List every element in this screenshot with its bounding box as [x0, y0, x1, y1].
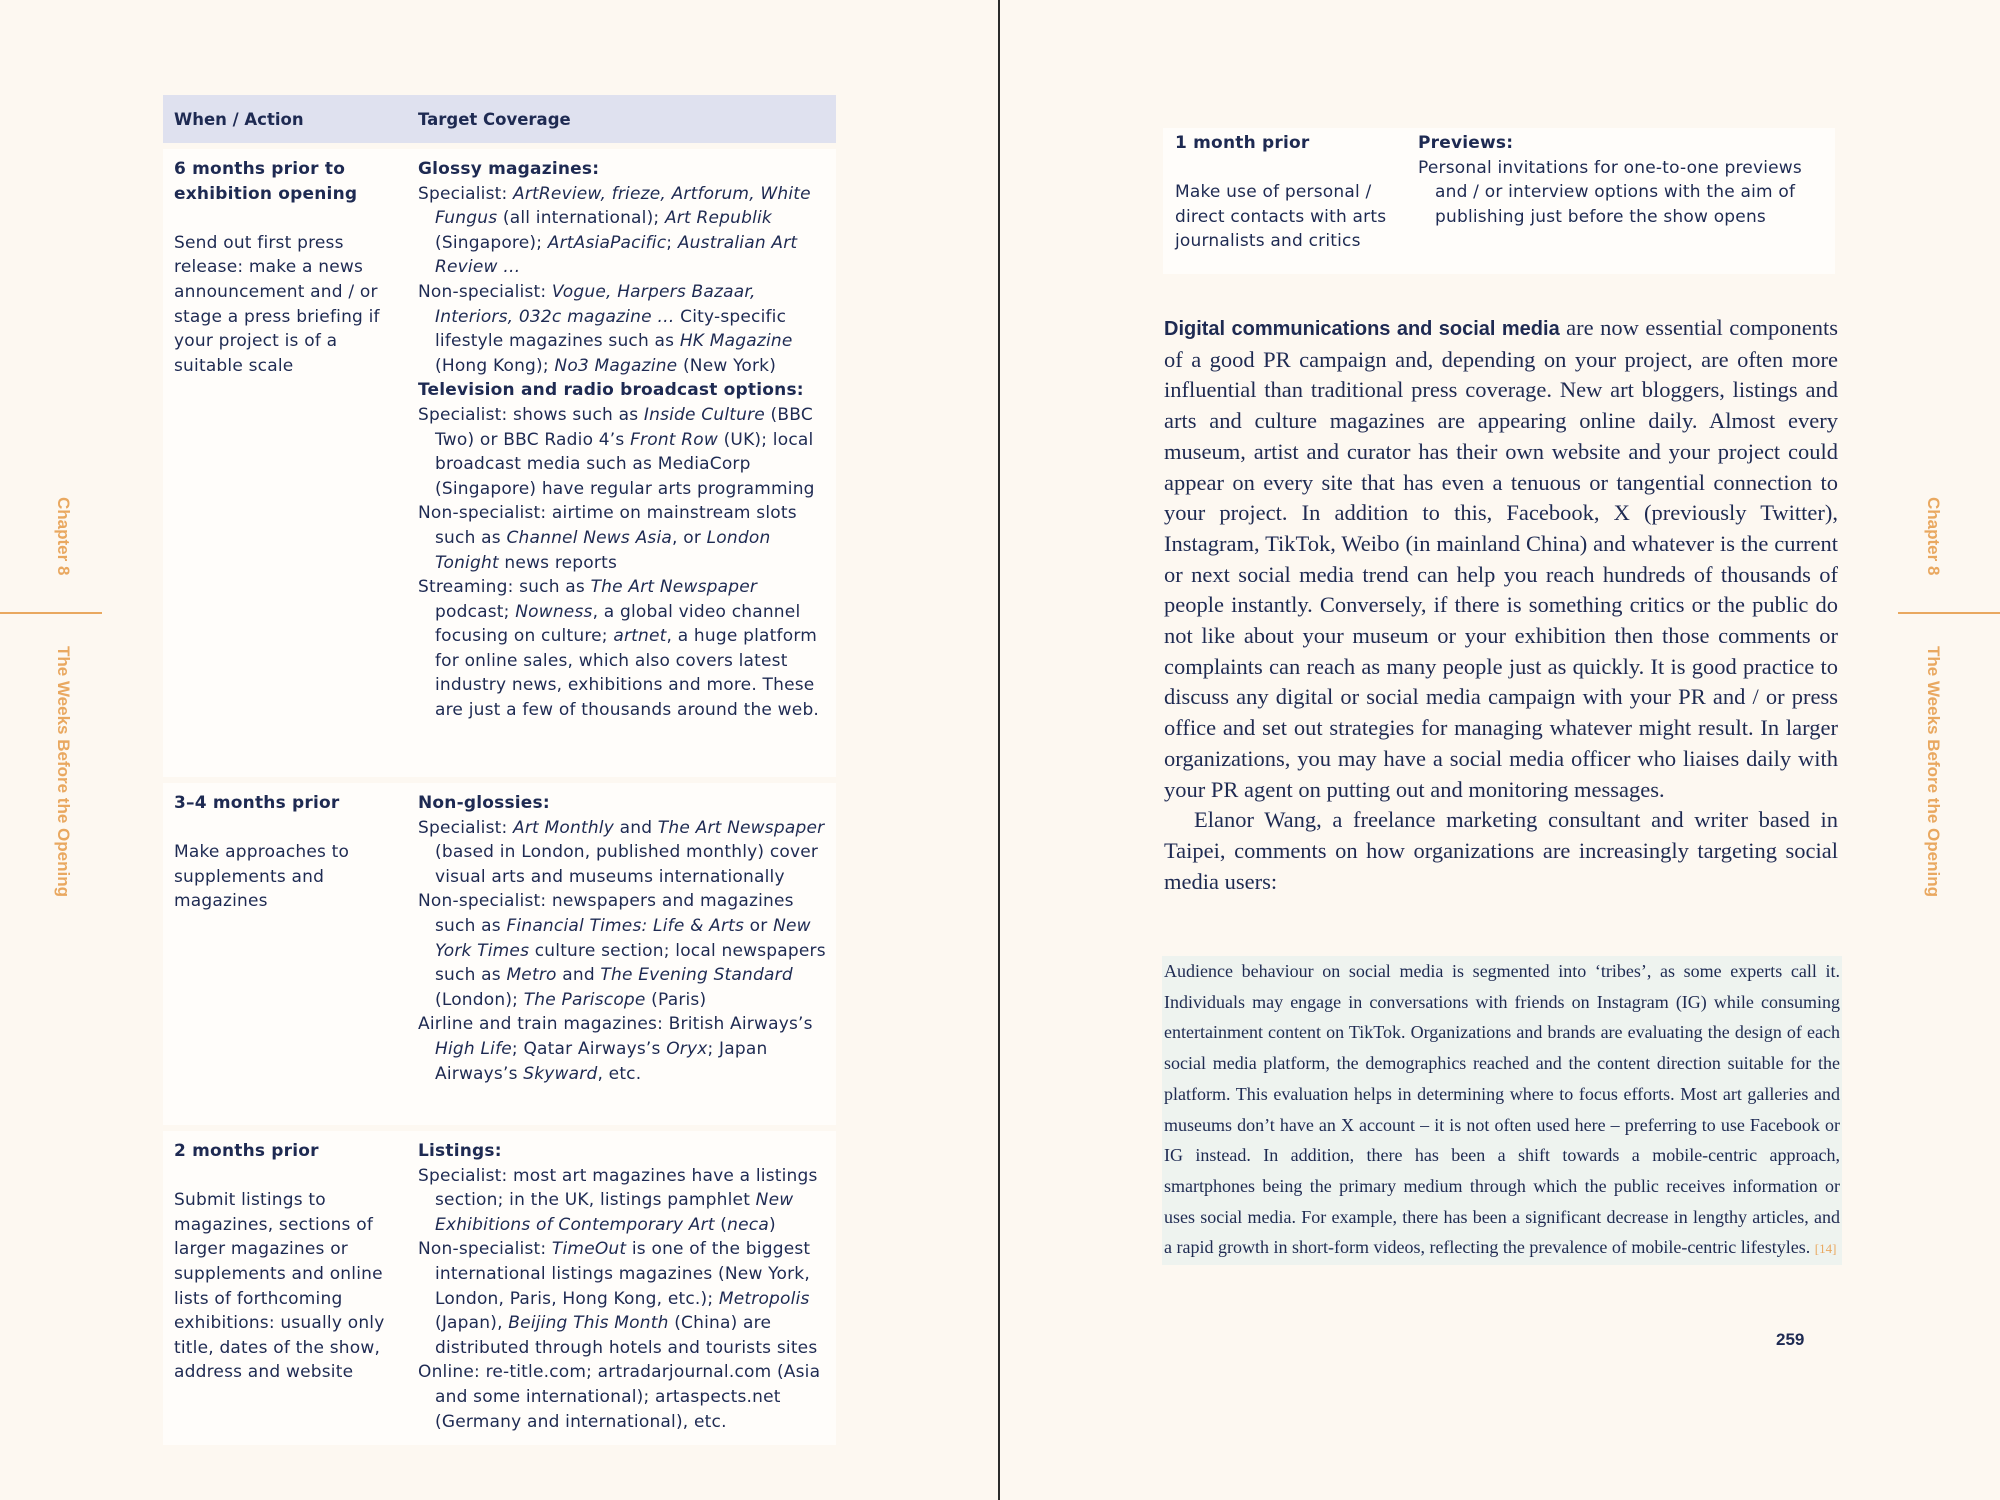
coverage-item: Specialist: shows such as Inside Culture (BBC Two) or BBC Radio 4’s Front Row (UK); local broadcast media such as MediaCorp (Singapore) have regular arts programming	[418, 404, 815, 499]
rtable-action: Make use of personal / direct contacts with arts journalists and critics	[1175, 182, 1387, 252]
coverage-item: Non-specialist: newspapers and magazines such as Financial Times: Life & Arts or New York Times culture section; local newspapers such as Metro and The Evening Standard (London); The Pariscope (Paris)	[418, 891, 826, 1010]
coverage-item: Airline and train magazines: British Airways’s High Life; Qatar Airways’s Oryx; Japan Airways’s Skyward, etc.	[418, 1014, 813, 1084]
table-row	[163, 783, 836, 1125]
block-quote: Audience behaviour on social media is segmented into ‘tribes’, as some experts call it. Individuals may engage in conversations with friends on Instagram (IG) while consuming entertainment content on TikTok. Organizations and brands are evaluating the design of each social media platform, the demographics reached and the content direction suitable for the platform. This evaluation helps in determining where to focus efforts. Most art galleries and museums don’t have an X account – it is not often used here – preferring to use Facebook or IG instead. In addition, there has been a shift towards a mobile-centric approach, smartphones being the primary medium through which the public receives information or uses social media. For example, there has been a significant decrease in lengthy articles, and a rapid growth in short-form videos, reflecting the prevalence of mobile-centric lifestyles. [14]	[1162, 956, 1842, 1265]
row-when-cell	[174, 157, 399, 378]
rtable-when-cell	[1175, 131, 1405, 254]
row-when-cell	[174, 1139, 399, 1385]
lead-phrase: Digital communications and social media	[1164, 318, 1560, 340]
page-number: 259	[1776, 1330, 1805, 1349]
paragraph: Elanor Wang, a freelance marketing consultant and writer based in Taipei, comments on how organizations are increasingly targeting social media users:	[1164, 807, 1838, 894]
coverage-item: Online: re-title.com; artradarjournal.com (Asia and some international); artaspects.net (Germany and international), etc.	[418, 1362, 821, 1432]
side-rule-left	[0, 612, 102, 614]
coverage-item: Specialist: most art magazines have a listings section; in the UK, listings pamphlet New Exhibitions of Contemporary Art (neca)	[418, 1165, 818, 1235]
row-coverage-cell	[418, 791, 833, 1086]
coverage-item: Specialist: Art Monthly and The Art Newspaper (based in London, published monthly) cover visual arts and museums internationally	[418, 817, 825, 887]
row-action: Make approaches to supplements and magazines	[174, 842, 350, 912]
coverage-table	[163, 95, 836, 1445]
rtable-coverage-cell	[1418, 131, 1833, 229]
side-chapter-right: Chapter 8	[1924, 497, 1943, 576]
rtable-heading: Previews:	[1418, 133, 1514, 153]
one-month-table	[1163, 128, 1835, 274]
side-chapter-left: Chapter 8	[54, 497, 73, 576]
rtable-when: 1 month prior	[1175, 133, 1310, 153]
side-rule-right	[1898, 612, 2000, 614]
body-text	[1164, 313, 1838, 897]
row-action: Submit listings to magazines, sections of larger magazines or supplements and online lists of forthcoming exhibitions: usually only title, dates of the show, address and website	[174, 1190, 385, 1383]
footnote-ref: [14]	[1814, 1241, 1837, 1257]
row-coverage-cell	[418, 157, 833, 723]
coverage-item: Specialist: ArtReview, frieze, Artforum, White Fungus (all international); Art Republik (Singapore); ArtAsiaPacific; Australian Art Review …	[418, 183, 811, 278]
coverage-heading: Non-glossies:	[418, 793, 550, 813]
header-when: When / Action	[174, 110, 304, 129]
page-gutter	[998, 0, 1000, 1500]
coverage-item: Non-specialist: TimeOut is one of the biggest international listings magazines (New York, London, Paris, Hong Kong, etc.); Metropolis (Japan), Beijing This Month (China) are distributed through hotels and tourists sites	[418, 1239, 818, 1358]
row-when: 6 months prior to exhibition opening	[174, 159, 358, 204]
row-when: 2 months prior	[174, 1141, 319, 1161]
table-header	[163, 95, 836, 143]
header-coverage: Target Coverage	[418, 110, 571, 129]
row-when-cell	[174, 791, 399, 914]
row-action: Send out first press release: make a news announcement and / or stage a press briefing if your project is of a suitable scale	[174, 232, 380, 376]
coverage-item: Non-specialist: Vogue, Harpers Bazaar, Interiors, 032c magazine … City-specific lifestyle magazines such as HK Magazine (Hong Kong); No3 Magazine (New York)	[418, 281, 793, 376]
coverage-item: Non-specialist: airtime on mainstream slots such as Channel News Asia, or London Tonight news reports	[418, 503, 797, 573]
rtable-text: Personal invitations for one-to-one previews and / or interview options with the aim of publishing just before the show opens	[1418, 157, 1802, 227]
coverage-item: Streaming: such as The Art Newspaper podcast; Nowness, a global video channel focusing on culture; artnet, a huge platform for online sales, which also covers latest industry news, exhibitions and more. These are just a few of thousands around the web.	[418, 577, 820, 721]
table-row	[163, 1131, 836, 1445]
coverage-heading: Glossy magazines:	[418, 159, 600, 179]
side-title-left: The Weeks Before the Opening	[54, 646, 73, 897]
row-coverage-cell	[418, 1139, 833, 1434]
coverage-heading: Television and radio broadcast options:	[418, 380, 804, 401]
coverage-heading: Listings:	[418, 1141, 502, 1161]
table-row	[163, 149, 836, 777]
paragraph: Digital communications and social media are now essential components of a good PR campaign and, depending on your project, are often more influential than traditional press coverage. New art bloggers, listings and arts and culture magazines are appearing online daily. Almost every museum, artist and curator has their own website and your project could appear on every site that has even a tenuous or tangential connection to your project. In addition to this, Facebook, X (previously Twitter), Instagram, TikTok, Weibo (in mainland China) and whatever is the current or next social media trend can help you reach hundreds of thousands of people instantly. Conversely, if there is something critics or the public do not like about your museum or your exhibition then those comments or complaints can reach as many people just as quickly. It is good practice to discuss any digital or social media campaign with your PR and / or press office and set out strategies for managing whatever might result. In larger organizations, you may have a social media officer who liaises daily with your PR agent on putting out and monitoring messages.	[1164, 315, 1838, 802]
side-title-right: The Weeks Before the Opening	[1924, 646, 1943, 897]
row-when: 3–4 months prior	[174, 793, 340, 813]
